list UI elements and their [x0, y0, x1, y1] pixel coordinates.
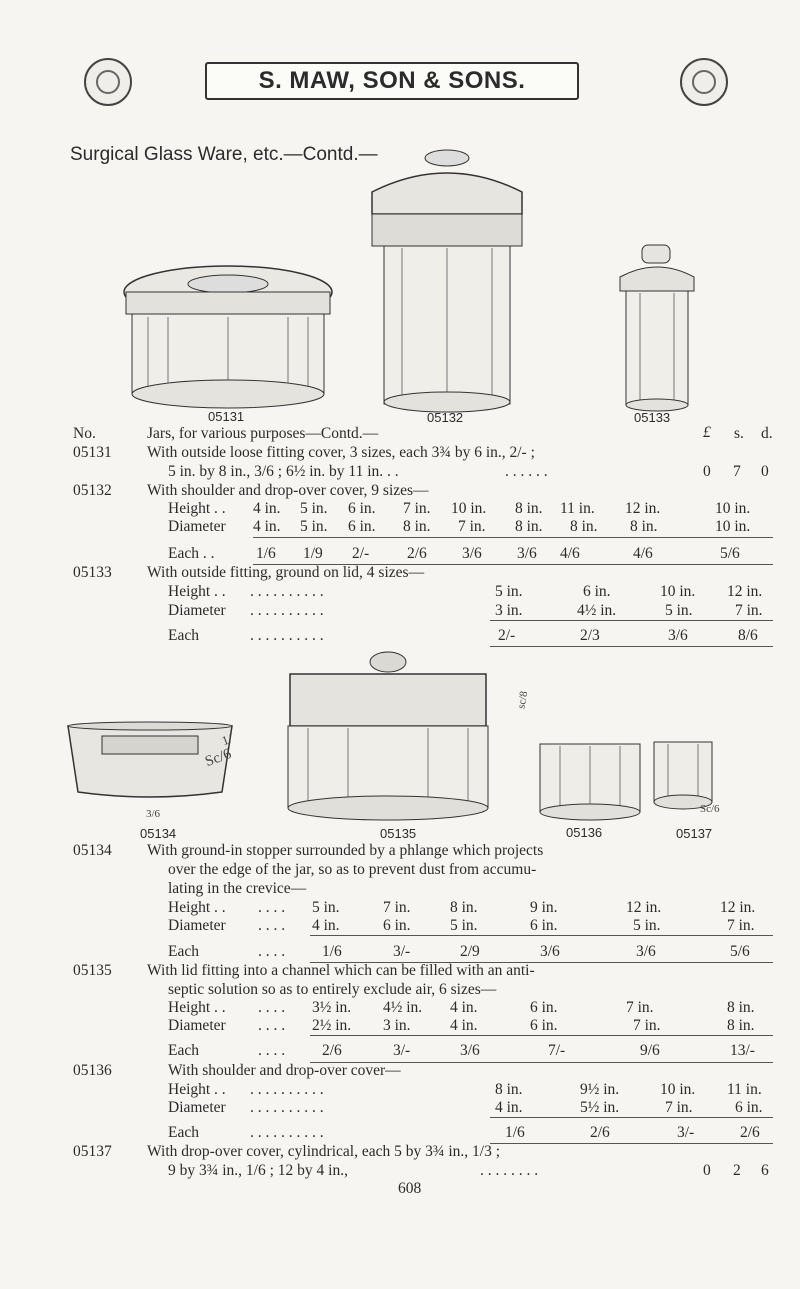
cell: 7 in. — [633, 1017, 661, 1034]
fig-label-05137: 05137 — [676, 826, 713, 841]
cell: 10 in. — [451, 500, 487, 517]
cell: 3/6 — [517, 545, 537, 562]
cell: 2/6 — [407, 545, 427, 562]
cell: 8 in. — [515, 500, 543, 517]
cell: 10 in. — [660, 1081, 696, 1098]
cell: 4 in. — [253, 500, 281, 517]
item-no-05133: 05133 — [73, 564, 112, 581]
cell: 5 in. — [312, 899, 340, 916]
item-no-05135: 05135 — [73, 962, 112, 979]
dot-leader: . . . . — [258, 917, 286, 934]
dot-leader: . . . . . . . . . . — [250, 627, 324, 644]
handwritten-note: sc/8 — [515, 690, 531, 710]
jar-illustration-05136 — [536, 740, 644, 822]
jar-illustration-05133 — [612, 243, 702, 413]
price-pounds-05131: 0 — [703, 463, 711, 480]
cell: 8 in. — [450, 899, 478, 916]
row-label-height: Height . . — [168, 500, 226, 517]
cell: 11 in. — [560, 500, 595, 517]
row-label-height: Height . . — [168, 583, 226, 600]
cell: 7 in. — [626, 999, 654, 1016]
cell: 12 in. — [625, 500, 661, 517]
cell: 3 in. — [383, 1017, 411, 1034]
column-header-pounds: £ — [703, 424, 711, 441]
cell: 1/6 — [256, 545, 276, 562]
item-desc-05134-line3: lating in the crevice— — [168, 880, 307, 897]
cell: 9 in. — [530, 899, 558, 916]
column-header-no: No. — [73, 425, 96, 442]
cell: 6 in. — [530, 999, 558, 1016]
cell: 13/- — [730, 1042, 755, 1059]
item-no-05131: 05131 — [73, 444, 112, 461]
cell: 10 in. — [715, 500, 751, 517]
fig-label-05131: 05131 — [208, 409, 245, 424]
cell: 7/- — [548, 1042, 566, 1059]
cell: 6 in. — [348, 518, 376, 535]
handwritten-note: Sc/6 — [203, 745, 234, 771]
dot-leader: . . . . — [258, 1042, 286, 1059]
dot-leader: . . . . . . . . . . — [250, 1099, 324, 1116]
cell: 8 in. — [630, 518, 658, 535]
cell: 8 in. — [515, 518, 543, 535]
cell: 6 in. — [530, 1017, 558, 1034]
cell: 5 in. — [665, 602, 693, 619]
row-label-diameter: Diameter — [168, 602, 226, 619]
item-desc-05132: With shoulder and drop-over cover, 9 sizes— — [147, 482, 429, 499]
cell: 4 in. — [312, 917, 340, 934]
cell: 7 in. — [727, 917, 755, 934]
table-rule — [490, 1117, 773, 1118]
cell: 3/6 — [462, 545, 482, 562]
cell: 5 in. — [300, 500, 328, 517]
row-label-height: Height . . — [168, 899, 226, 916]
company-title: S. MAW, SON & SONS. — [258, 67, 526, 94]
row-label-each: Each — [168, 1124, 199, 1141]
cell: 5/6 — [730, 943, 750, 960]
cell: 4½ in. — [577, 602, 617, 619]
item-desc-05131-line1: With outside loose fitting cover, 3 sizes, each 3¾ by 6 in., 2/- ; — [147, 444, 535, 461]
cell: 4 in. — [253, 518, 281, 535]
dot-leader: . . . . . . . . . . — [250, 1124, 324, 1141]
row-label-diameter: Diameter — [168, 917, 226, 934]
cell: 6 in. — [383, 917, 411, 934]
row-label-each: Each — [168, 1042, 199, 1059]
cell: 3/- — [393, 1042, 411, 1059]
cell: 2/6 — [590, 1124, 610, 1141]
row-label-each: Each — [168, 627, 199, 644]
cell: 2/- — [352, 545, 370, 562]
fig-label-05132: 05132 — [427, 410, 464, 425]
cell: 5 in. — [495, 583, 523, 600]
cell: 7 in. — [458, 518, 486, 535]
item-desc-05137-line2: 9 by 3¾ in., 1/6 ; 12 by 4 in., — [168, 1162, 348, 1179]
cell: 5 in. — [300, 518, 328, 535]
cell: 1/6 — [322, 943, 342, 960]
cell: 3/6 — [668, 627, 688, 644]
cell: 8/6 — [738, 627, 758, 644]
dot-leader: . . . . . . — [505, 463, 548, 480]
price-pence-05131: 0 — [761, 463, 769, 480]
cell: 5 in. — [633, 917, 661, 934]
cell: 3/- — [677, 1124, 695, 1141]
cell: 4½ in. — [383, 999, 423, 1016]
cell: 6 in. — [735, 1099, 763, 1116]
jar-illustration-05135 — [268, 650, 508, 822]
price-pence-05137: 6 — [761, 1162, 769, 1179]
fig-label-05136: 05136 — [566, 825, 603, 840]
cell: 1/9 — [303, 545, 323, 562]
table-rule — [490, 1143, 773, 1144]
dot-leader: . . . . — [258, 999, 286, 1016]
item-no-05134: 05134 — [73, 842, 112, 859]
dot-leader: . . . . — [258, 1017, 286, 1034]
dot-leader: . . . . — [258, 899, 286, 916]
section-heading: Jars, for various purposes—Contd.— — [147, 425, 379, 442]
cell: 2½ in. — [312, 1017, 352, 1034]
table-rule — [310, 1035, 773, 1036]
company-banner — [205, 62, 579, 100]
cell: 12 in. — [727, 583, 763, 600]
item-no-05136: 05136 — [73, 1062, 112, 1079]
cell: 2/- — [498, 627, 516, 644]
cell: 7 in. — [665, 1099, 693, 1116]
item-desc-05137-line1: With drop-over cover, cylindrical, each 5 by 3¾ in., 1/3 ; — [147, 1143, 500, 1160]
item-desc-05133: With outside fitting, ground on lid, 4 sizes— — [147, 564, 425, 581]
column-header-shillings: s. — [734, 425, 744, 442]
cell: 5½ in. — [580, 1099, 620, 1116]
cell: 2/6 — [740, 1124, 760, 1141]
cell: 3/6 — [540, 943, 560, 960]
cell: 4/6 — [633, 545, 653, 562]
cell: 7 in. — [403, 500, 431, 517]
cell: 7 in. — [383, 899, 411, 916]
price-shillings-05131: 7 — [733, 463, 741, 480]
fig-label-05133: 05133 — [634, 410, 671, 425]
cell: 3½ in. — [312, 999, 352, 1016]
item-no-05132: 05132 — [73, 482, 112, 499]
table-rule — [253, 537, 773, 538]
cell: 10 in. — [715, 518, 751, 535]
page-number: 608 — [398, 1180, 422, 1197]
row-label-each: Each . . — [168, 545, 215, 562]
cell: 3/6 — [636, 943, 656, 960]
cell: 11 in. — [727, 1081, 762, 1098]
jar-illustration-05131 — [108, 262, 348, 412]
row-label-height: Height . . — [168, 1081, 226, 1098]
cell: 3 in. — [495, 602, 523, 619]
row-label-diameter: Diameter — [168, 1017, 226, 1034]
cell: 10 in. — [660, 583, 696, 600]
item-desc-05131-line2: 5 in. by 8 in., 3/6 ; 6½ in. by 11 in. . . — [168, 463, 399, 480]
handwritten-note: Sc/6 — [700, 803, 720, 815]
cell: 9/6 — [640, 1042, 660, 1059]
cell: 4 in. — [450, 1017, 478, 1034]
row-label-diameter: Diameter — [168, 1099, 226, 1116]
cell: 7 in. — [735, 602, 763, 619]
dot-leader: . . . . . . . . . . — [250, 1081, 324, 1098]
dot-leader: . . . . . . . . . . — [250, 583, 324, 600]
table-rule — [490, 646, 773, 647]
row-label-each: Each — [168, 943, 199, 960]
crest-seal-right — [680, 58, 728, 106]
cell: 1/6 — [505, 1124, 525, 1141]
jar-illustration-05137 — [650, 740, 716, 812]
handwritten-note: 1/ — [219, 730, 235, 749]
item-no-05137: 05137 — [73, 1143, 112, 1160]
table-rule — [490, 620, 773, 621]
cell: 8 in. — [727, 999, 755, 1016]
cell: 4 in. — [495, 1099, 523, 1116]
price-pounds-05137: 0 — [703, 1162, 711, 1179]
cell: 8 in. — [570, 518, 598, 535]
cell: 8 in. — [495, 1081, 523, 1098]
cell: 8 in. — [727, 1017, 755, 1034]
fig-label-05134: 05134 — [140, 826, 177, 841]
cell: 3/6 — [460, 1042, 480, 1059]
item-desc-05134-line2: over the edge of the jar, so as to prevent dust from accumu- — [168, 861, 537, 878]
cell: 4 in. — [450, 999, 478, 1016]
cell: 4/6 — [560, 545, 580, 562]
item-desc-05135-line1: With lid fitting into a channel which can be filled with an anti- — [147, 962, 535, 979]
cell: 6 in. — [530, 917, 558, 934]
column-header-pence: d. — [761, 425, 773, 442]
crest-seal-left — [84, 58, 132, 106]
cell: 12 in. — [626, 899, 662, 916]
price-shillings-05137: 2 — [733, 1162, 741, 1179]
cell: 6 in. — [583, 583, 611, 600]
cell: 2/6 — [322, 1042, 342, 1059]
cell: 5/6 — [720, 545, 740, 562]
table-rule — [310, 935, 773, 936]
cell: 9½ in. — [580, 1081, 620, 1098]
handwritten-note: 3/6 — [146, 808, 161, 820]
fig-label-05135: 05135 — [380, 826, 417, 841]
cell: 2/3 — [580, 627, 600, 644]
item-desc-05135-line2: septic solution so as to entirely exclude air, 6 sizes— — [168, 981, 497, 998]
cell: 6 in. — [348, 500, 376, 517]
cell: 12 in. — [720, 899, 756, 916]
dot-leader: . . . . . . . . . . — [250, 602, 324, 619]
row-label-height: Height . . — [168, 999, 226, 1016]
cell: 2/9 — [460, 943, 480, 960]
section-title: Surgical Glass Ware, etc.—Contd.— — [70, 144, 378, 165]
dot-leader: . . . . — [258, 943, 286, 960]
cell: 3/- — [393, 943, 411, 960]
row-label-diameter: Diameter — [168, 518, 226, 535]
jar-illustration-05132 — [362, 144, 532, 414]
item-desc-05134-line1: With ground-in stopper surrounded by a phlange which projects — [147, 842, 544, 859]
cell: 5 in. — [450, 917, 478, 934]
cell: 8 in. — [403, 518, 431, 535]
dot-leader: . . . . . . . . — [480, 1162, 539, 1179]
item-desc-05136: With shoulder and drop-over cover— — [168, 1062, 401, 1079]
